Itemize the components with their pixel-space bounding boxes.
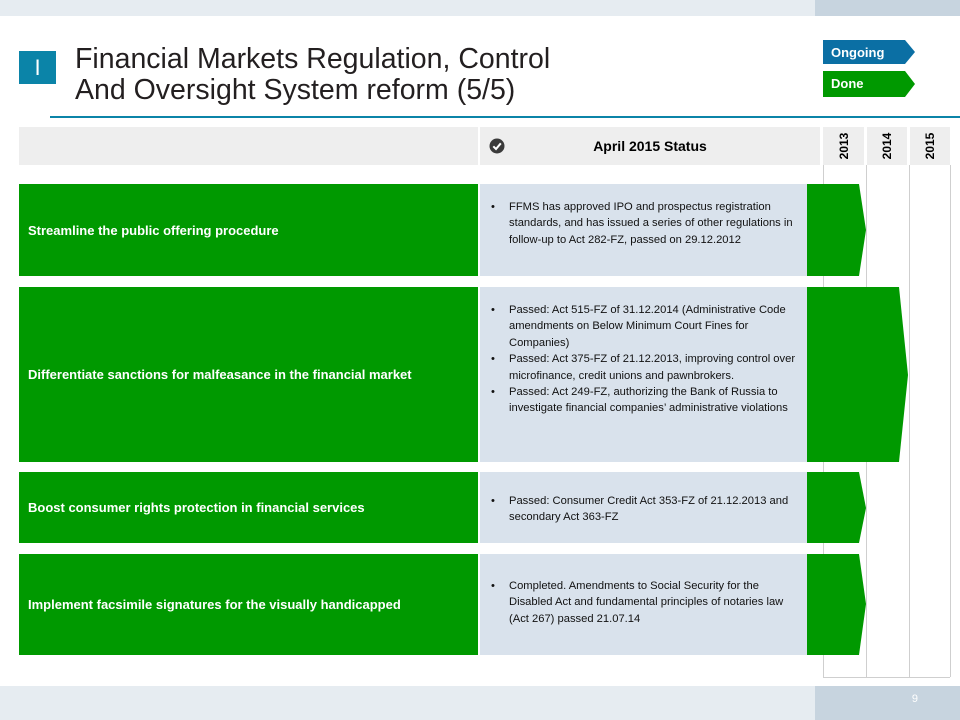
legend-done-label: Done	[831, 76, 864, 91]
year-header-2013	[823, 127, 864, 165]
status-header	[480, 127, 820, 165]
progress-arrow-consumer-rights	[807, 472, 867, 543]
year-header-2014	[867, 127, 907, 165]
status-cell-consumer-rights	[480, 472, 807, 543]
legend-ongoing	[823, 40, 917, 66]
title-rule	[50, 116, 960, 118]
page-title-line-2: And Oversight System reform (5/5)	[75, 74, 516, 106]
progress-arrow-facsimile	[807, 554, 867, 655]
year-header-2015	[910, 127, 950, 165]
status-item: • FFMS has approved IPO and prospectus registration standards, and has issued a series of other regulations in follow-up to Act 282-FZ, passed on 29.12.2012	[480, 199, 807, 248]
top-band-accent	[815, 0, 960, 16]
page-number: 9	[911, 693, 918, 705]
legend-done	[823, 71, 917, 97]
status-cell-public-offering	[480, 184, 807, 276]
status-item: • Passed: Act 249-FZ, authorizing the Bank of Russia to investigate financial companies’ administrative violations	[480, 384, 807, 417]
progress-arrow-public-offering	[807, 184, 867, 276]
section-badge: I	[19, 51, 56, 84]
year-label-2014: 2014	[880, 132, 894, 160]
page-title	[75, 44, 550, 106]
page-title-line-1: Financial Markets Regulation, Control	[75, 43, 551, 75]
status-item: • Passed: Act 375-FZ of 21.12.2013, improving control over microfinance, credit unions and pawnbrokers.	[480, 351, 807, 384]
legend-ongoing-label: Ongoing	[831, 45, 885, 60]
progress-arrow-sanctions	[807, 287, 909, 462]
status-cell-facsimile	[480, 554, 807, 655]
initiative-label-public-offering: Streamline the public offering procedure	[19, 184, 478, 276]
status-item: • Passed: Consumer Credit Act 353-FZ of 21.12.2013 and secondary Act 363-FZ	[480, 493, 807, 526]
table-right-border	[950, 165, 951, 677]
status-list	[480, 302, 807, 417]
table-bottom-border	[823, 677, 950, 678]
initiative-label-consumer-rights: Boost consumer rights protection in financial services	[19, 472, 478, 543]
status-cell-sanctions	[480, 287, 807, 462]
year-label-2015: 2015	[923, 132, 937, 160]
year-label-2013: 2013	[836, 132, 851, 160]
initiative-label-facsimile: Implement facsimile signatures for the visually handicapped	[19, 554, 478, 655]
status-header-label: April 2015 Status	[593, 138, 707, 154]
status-item: • Completed. Amendments to Social Security for the Disabled Act and fundamental principles of notaries law (Act 267) passed 21.07.14	[480, 578, 807, 627]
year-divider	[909, 165, 910, 677]
status-list	[480, 578, 807, 627]
initiative-label-sanctions: Differentiate sanctions for malfeasance in the financial market	[19, 287, 478, 462]
status-list	[480, 493, 807, 526]
status-list	[480, 199, 807, 248]
status-item: • Passed: Act 515-FZ of 31.12.2014 (Administrative Code amendments on Below Minimum Court Fines for Companies)	[480, 302, 807, 351]
table-header-blank	[19, 127, 478, 165]
bottom-band-accent	[815, 686, 960, 720]
